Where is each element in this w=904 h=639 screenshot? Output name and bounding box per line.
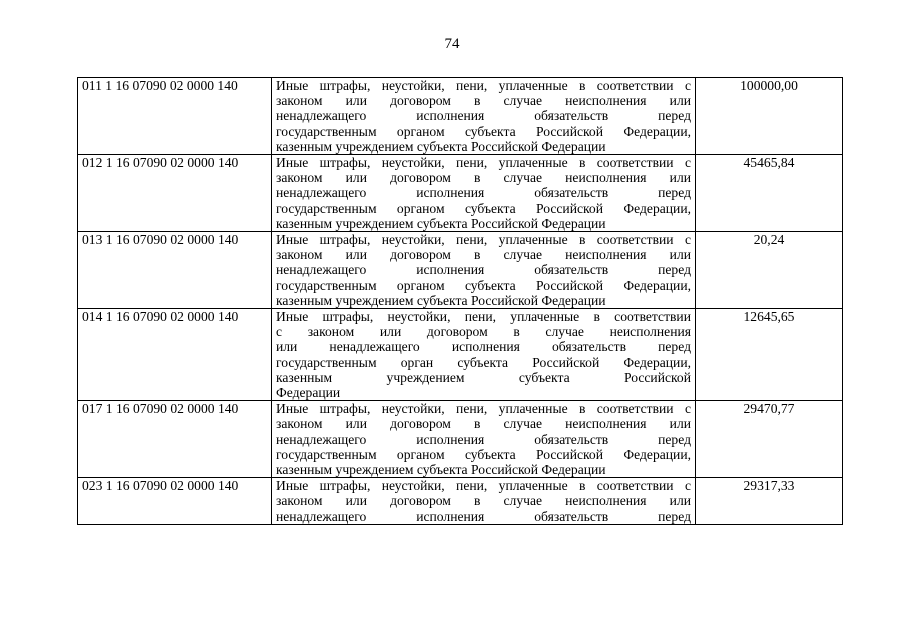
income-description	[272, 401, 696, 478]
description-line: законом или договором в случае неисполнения или	[276, 93, 691, 109]
description-line: государственным органом субъекта Российской Федерации,	[276, 446, 691, 462]
classification-code: 017 1 16 07090 02 0000 140	[78, 401, 272, 478]
description-line: государственным органом субъекта Российской Федерации,	[276, 123, 691, 139]
description-line: ненадлежащего исполнения обязательств перед	[276, 185, 691, 201]
income-description	[272, 155, 696, 232]
income-description	[272, 78, 696, 155]
table-row	[78, 155, 843, 232]
income-description	[272, 232, 696, 309]
income-description	[272, 478, 696, 525]
description-line: казенным учреждением субъекта Российской Федерации	[276, 215, 606, 231]
description-line: законом или договором в случае неисполнения или	[276, 170, 691, 186]
description-line: Иные штрафы, неустойки, пени, уплаченные в соответствии с	[276, 401, 691, 417]
description-line: казенным учреждением субъекта Российской	[276, 369, 691, 385]
table-row	[78, 401, 843, 478]
description-line: государственным органом субъекта Российской Федерации,	[276, 277, 691, 293]
description-line: казенным учреждением субъекта Российской Федерации	[276, 462, 606, 478]
table-row	[78, 309, 843, 401]
classification-code: 023 1 16 07090 02 0000 140	[78, 478, 272, 525]
income-description	[272, 309, 696, 401]
description-line: Иные штрафы, неустойки, пени, уплаченные в соответствии с	[276, 232, 691, 248]
description-line: Иные штрафы, неустойки, пени, уплаченные в соответствии	[276, 309, 691, 325]
table-row	[78, 78, 843, 155]
description-line: Иные штрафы, неустойки, пени, уплаченные в соответствии с	[276, 78, 691, 93]
description-line: казенным учреждением субъекта Российской Федерации	[276, 138, 606, 154]
description-line: Иные штрафы, неустойки, пени, уплаченные в соответствии с	[276, 478, 691, 494]
page-number: 74	[444, 36, 460, 52]
table-row	[78, 478, 843, 525]
description-line: казенным учреждением субъекта Российской Федерации	[276, 292, 606, 308]
description-line: с законом или договором в случае неисполнения	[276, 324, 691, 340]
budget-income-table	[77, 77, 843, 525]
amount-value: 29317,33	[696, 478, 843, 525]
description-line: ненадлежащего исполнения обязательств перед	[276, 262, 691, 278]
description-line: законом или договором в случае неисполнения или	[276, 416, 691, 432]
description-line: ненадлежащего исполнения обязательств перед	[276, 108, 691, 124]
amount-value: 29470,77	[696, 401, 843, 478]
description-line: или ненадлежащего исполнения обязательств перед	[276, 339, 691, 355]
amount-value: 20,24	[696, 232, 843, 309]
amount-value: 12645,65	[696, 309, 843, 401]
description-line: ненадлежащего исполнения обязательств перед	[276, 508, 691, 524]
table-body	[78, 78, 843, 525]
classification-code: 014 1 16 07090 02 0000 140	[78, 309, 272, 401]
classification-code: 011 1 16 07090 02 0000 140	[78, 78, 272, 155]
description-line: государственным органом субъекта Российской Федерации,	[276, 200, 691, 216]
description-line: законом или договором в случае неисполнения или	[276, 493, 691, 509]
description-line: Федерации	[276, 385, 341, 401]
table-row	[78, 232, 843, 309]
classification-code: 012 1 16 07090 02 0000 140	[78, 155, 272, 232]
amount-value: 45465,84	[696, 155, 843, 232]
classification-code: 013 1 16 07090 02 0000 140	[78, 232, 272, 309]
description-line: ненадлежащего исполнения обязательств перед	[276, 431, 691, 447]
description-line: законом или договором в случае неисполнения или	[276, 247, 691, 263]
amount-value: 100000,00	[696, 78, 843, 155]
description-line: Иные штрафы, неустойки, пени, уплаченные в соответствии с	[276, 155, 691, 171]
description-line: государственным орган субъекта Российской Федерации,	[276, 354, 691, 370]
